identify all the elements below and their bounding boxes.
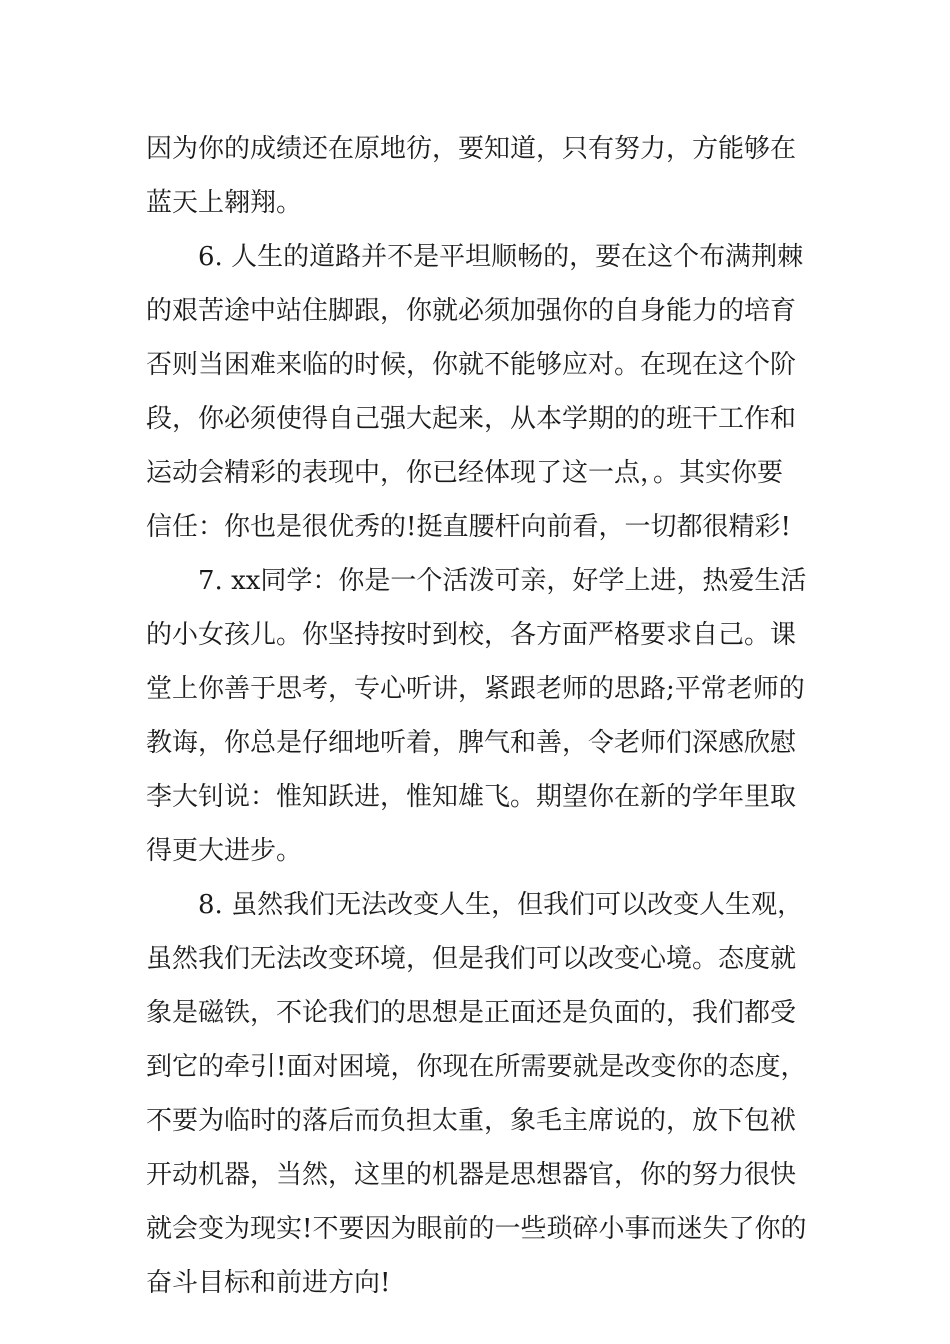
text-line: 李大钊说：惟知跃进，惟知雄飞。期望你在新的学年里取 xyxy=(146,782,797,812)
text-line: 就会变为现实!不要因为眼前的一些琐碎小事而迷失了你的 xyxy=(146,1214,807,1244)
text-line: 信任：你也是很优秀的!挺直腰杆向前看，一切都很精彩! xyxy=(146,512,791,542)
text-line: 因为你的成绩还在原地彷，要知道，只有努力，方能够在 xyxy=(146,134,797,164)
text-line: 不要为临时的落后而负担太重，象毛主席说的，放下包袱 xyxy=(146,1106,797,1136)
text-line: 象是磁铁，不论我们的思想是正面还是负面的，我们都受 xyxy=(146,998,797,1028)
text-line: 得更大进步。 xyxy=(146,836,303,866)
text-line: 堂上你善于思考，专心听讲，紧跟老师的思路;平常老师的 xyxy=(146,674,805,704)
text-line: 运动会精彩的表现中，你已经体现了这一点，。其实你要 xyxy=(146,458,784,488)
text-line: 蓝天上翱翔。 xyxy=(146,188,303,218)
text-line: 教诲，你总是仔细地听着，脾气和善，令老师们深感欣慰 xyxy=(146,728,797,758)
text-line: 开动机器，当然，这里的机器是思想器官，你的努力很快 xyxy=(146,1160,797,1190)
text-line: 的艰苦途中站住脚跟，你就必须加强你的自身能力的培育 xyxy=(146,296,797,326)
text-line: 7. xx同学：你是一个活泼可亲，好学上进，热爱生活 xyxy=(198,566,807,596)
document-body xyxy=(146,122,810,1310)
text-line: 奋斗目标和前进方向! xyxy=(146,1268,391,1298)
text-line: 虽然我们无法改变环境，但是我们可以改变心境。态度就 xyxy=(146,944,797,974)
text-line: 6. 人生的道路并不是平坦顺畅的，要在这个布满荆棘 xyxy=(198,242,804,272)
text-line: 段，你必须使得自己强大起来，从本学期的的班干工作和 xyxy=(146,404,797,434)
text-line: 的小女孩儿。你坚持按时到校，各方面严格要求自己。课 xyxy=(146,620,797,650)
text-line: 8. 虽然我们无法改变人生，但我们可以改变人生观， xyxy=(198,890,804,920)
text-line: 到它的牵引!面对困境，你现在所需要就是改变你的态度， xyxy=(146,1052,807,1082)
text-line: 否则当困难来临的时候，你就不能够应对。在现在这个阶 xyxy=(146,350,797,380)
